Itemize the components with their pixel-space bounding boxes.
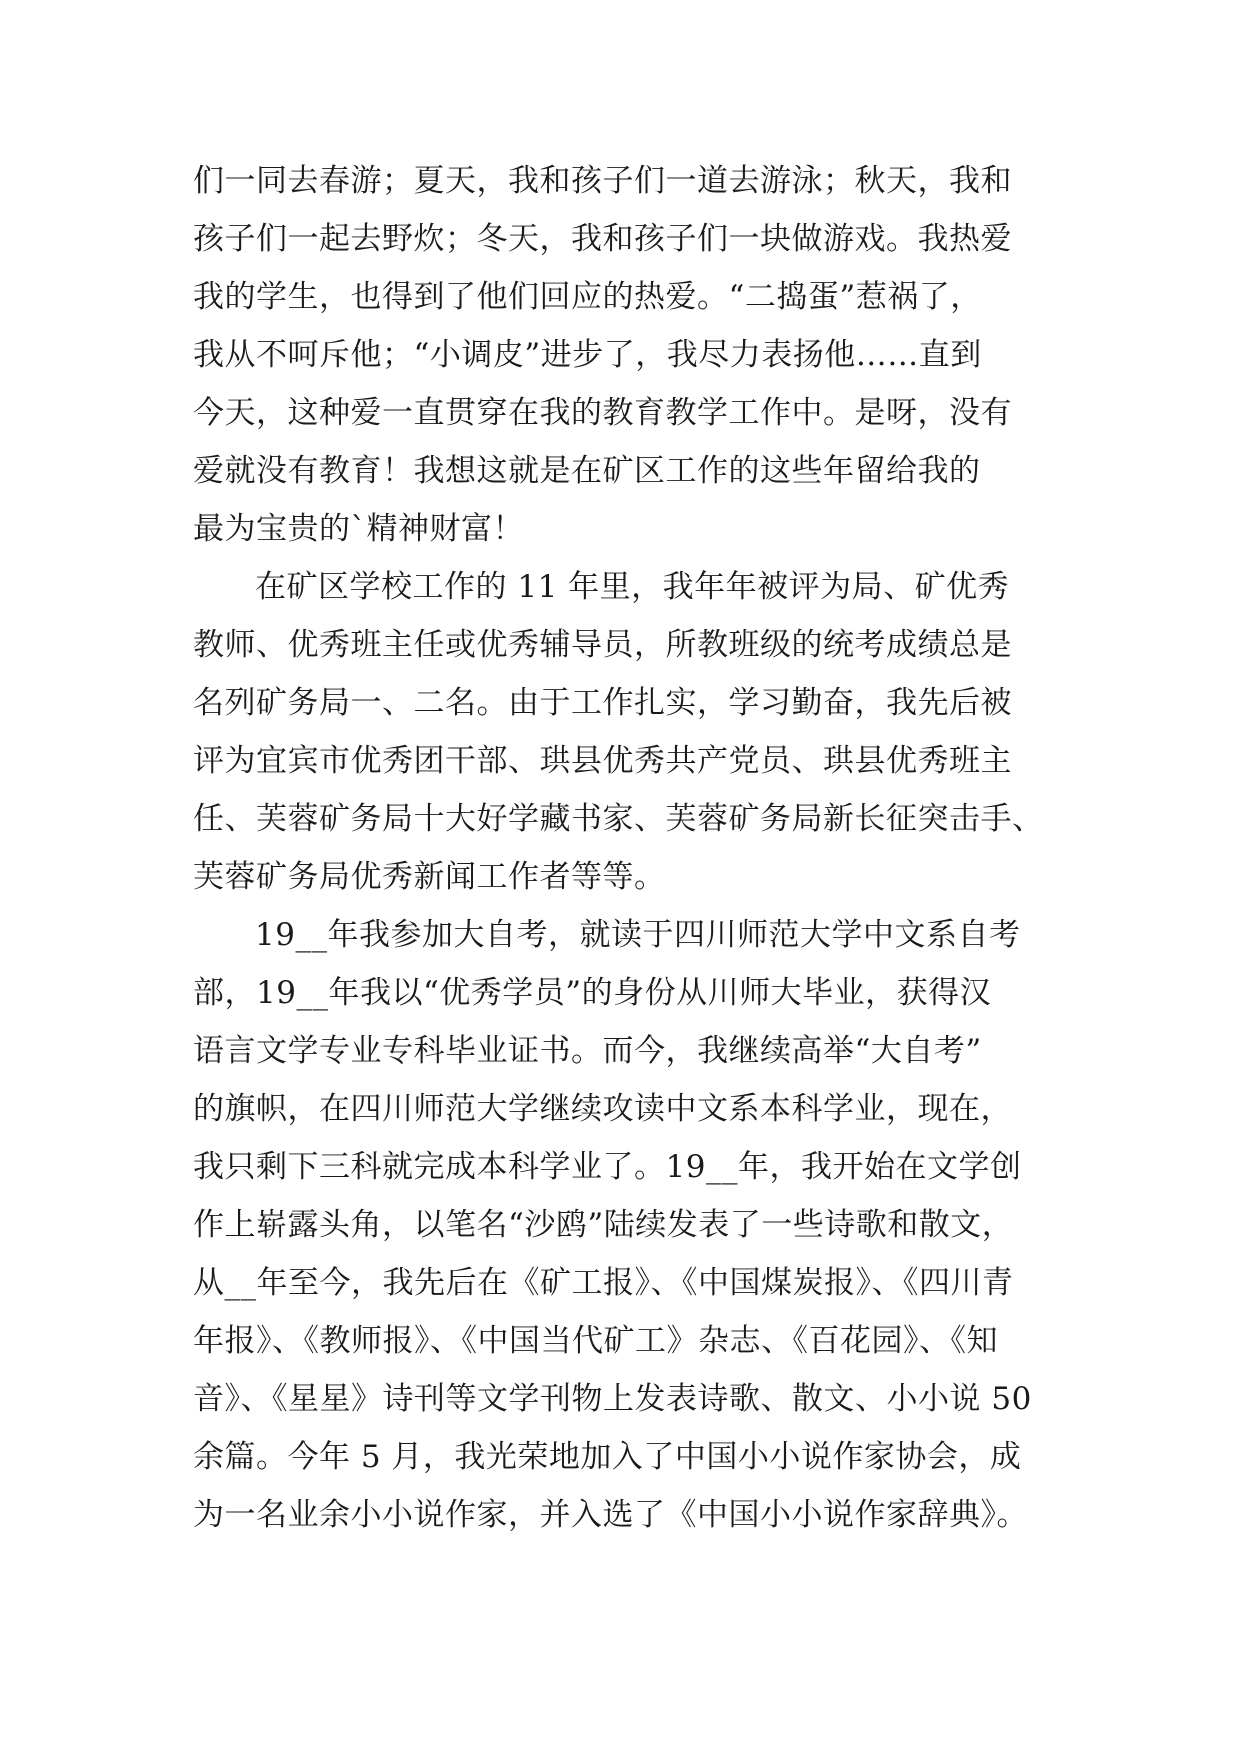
text-line: 部，19__年我以“优秀学员”的身份从川师大毕业，获得汉 [193, 975, 992, 1011]
paragraph-1 [193, 152, 1063, 558]
text-line: 任、芙蓉矿务局十大好学藏书家、芙蓉矿务局新长征突击手、 [193, 801, 1044, 837]
text-line: 们一同去春游；夏天，我和孩子们一道去游泳；秋天，我和 [193, 163, 1012, 199]
text-line: 教师、优秀班主任或优秀辅导员，所教班级的统考成绩总是 [193, 627, 1012, 663]
paragraph-3 [193, 906, 1063, 1544]
text-line: 今天，这种爱一直贯穿在我的教育教学工作中。是呀，没有 [193, 395, 1012, 431]
text-line: 评为宜宾市优秀团干部、珙县优秀共产党员、珙县优秀班主 [193, 743, 1012, 779]
text-line: 在矿区学校工作的 11 年里，我年年被评为局、矿优秀 [255, 569, 1010, 605]
text-line: 音》、《星星》诗刊等文学刊物上发表诗歌、散文、小小说 50 [193, 1381, 1032, 1417]
text-line: 的旗帜，在四川师范大学继续攻读中文系本科学业，现在， [193, 1091, 1012, 1127]
text-line: 年报》、《教师报》、《中国当代矿工》杂志、《百花园》、《知 [193, 1323, 998, 1359]
text-line: 从__年至今，我先后在《矿工报》、《中国煤炭报》、《四川青 [193, 1265, 1014, 1301]
text-line: 为一名业余小小说作家，并入选了《中国小小说作家辞典》。 [193, 1497, 1028, 1533]
text-line: 我只剩下三科就完成本科学业了。19__年，我开始在文学创 [193, 1149, 1022, 1185]
text-line: 余篇。今年 5 月，我光荣地加入了中国小小说作家协会，成 [193, 1439, 1022, 1475]
text-line: 我的学生，也得到了他们回应的热爱。“二捣蛋”惹祸了， [193, 279, 982, 315]
paragraph-2 [193, 558, 1063, 906]
text-line: 语言文学专业专科毕业证书。而今，我继续高举“大自考” [193, 1033, 982, 1069]
text-line: 爱就没有教育！我想这就是在矿区工作的这些年留给我的 [193, 453, 981, 489]
document-body [193, 152, 1063, 1544]
text-line: 芙蓉矿务局优秀新闻工作者等等。 [193, 859, 666, 895]
text-line: 作上崭露头角，以笔名“沙鸥”陆续发表了一些诗歌和散文， [193, 1207, 1014, 1243]
text-line: 名列矿务局一、二名。由于工作扎实，学习勤奋，我先后被 [193, 685, 1012, 721]
text-line: 19__年我参加大自考，就读于四川师范大学中文系自考 [255, 917, 1021, 953]
text-line: 我从不呵斥他；“小调皮”进步了，我尽力表扬他……直到 [193, 337, 982, 373]
text-line: 孩子们一起去野炊；冬天，我和孩子们一块做游戏。我热爱 [193, 221, 1012, 257]
text-line: 最为宝贵的`精神财富！ [193, 511, 524, 547]
